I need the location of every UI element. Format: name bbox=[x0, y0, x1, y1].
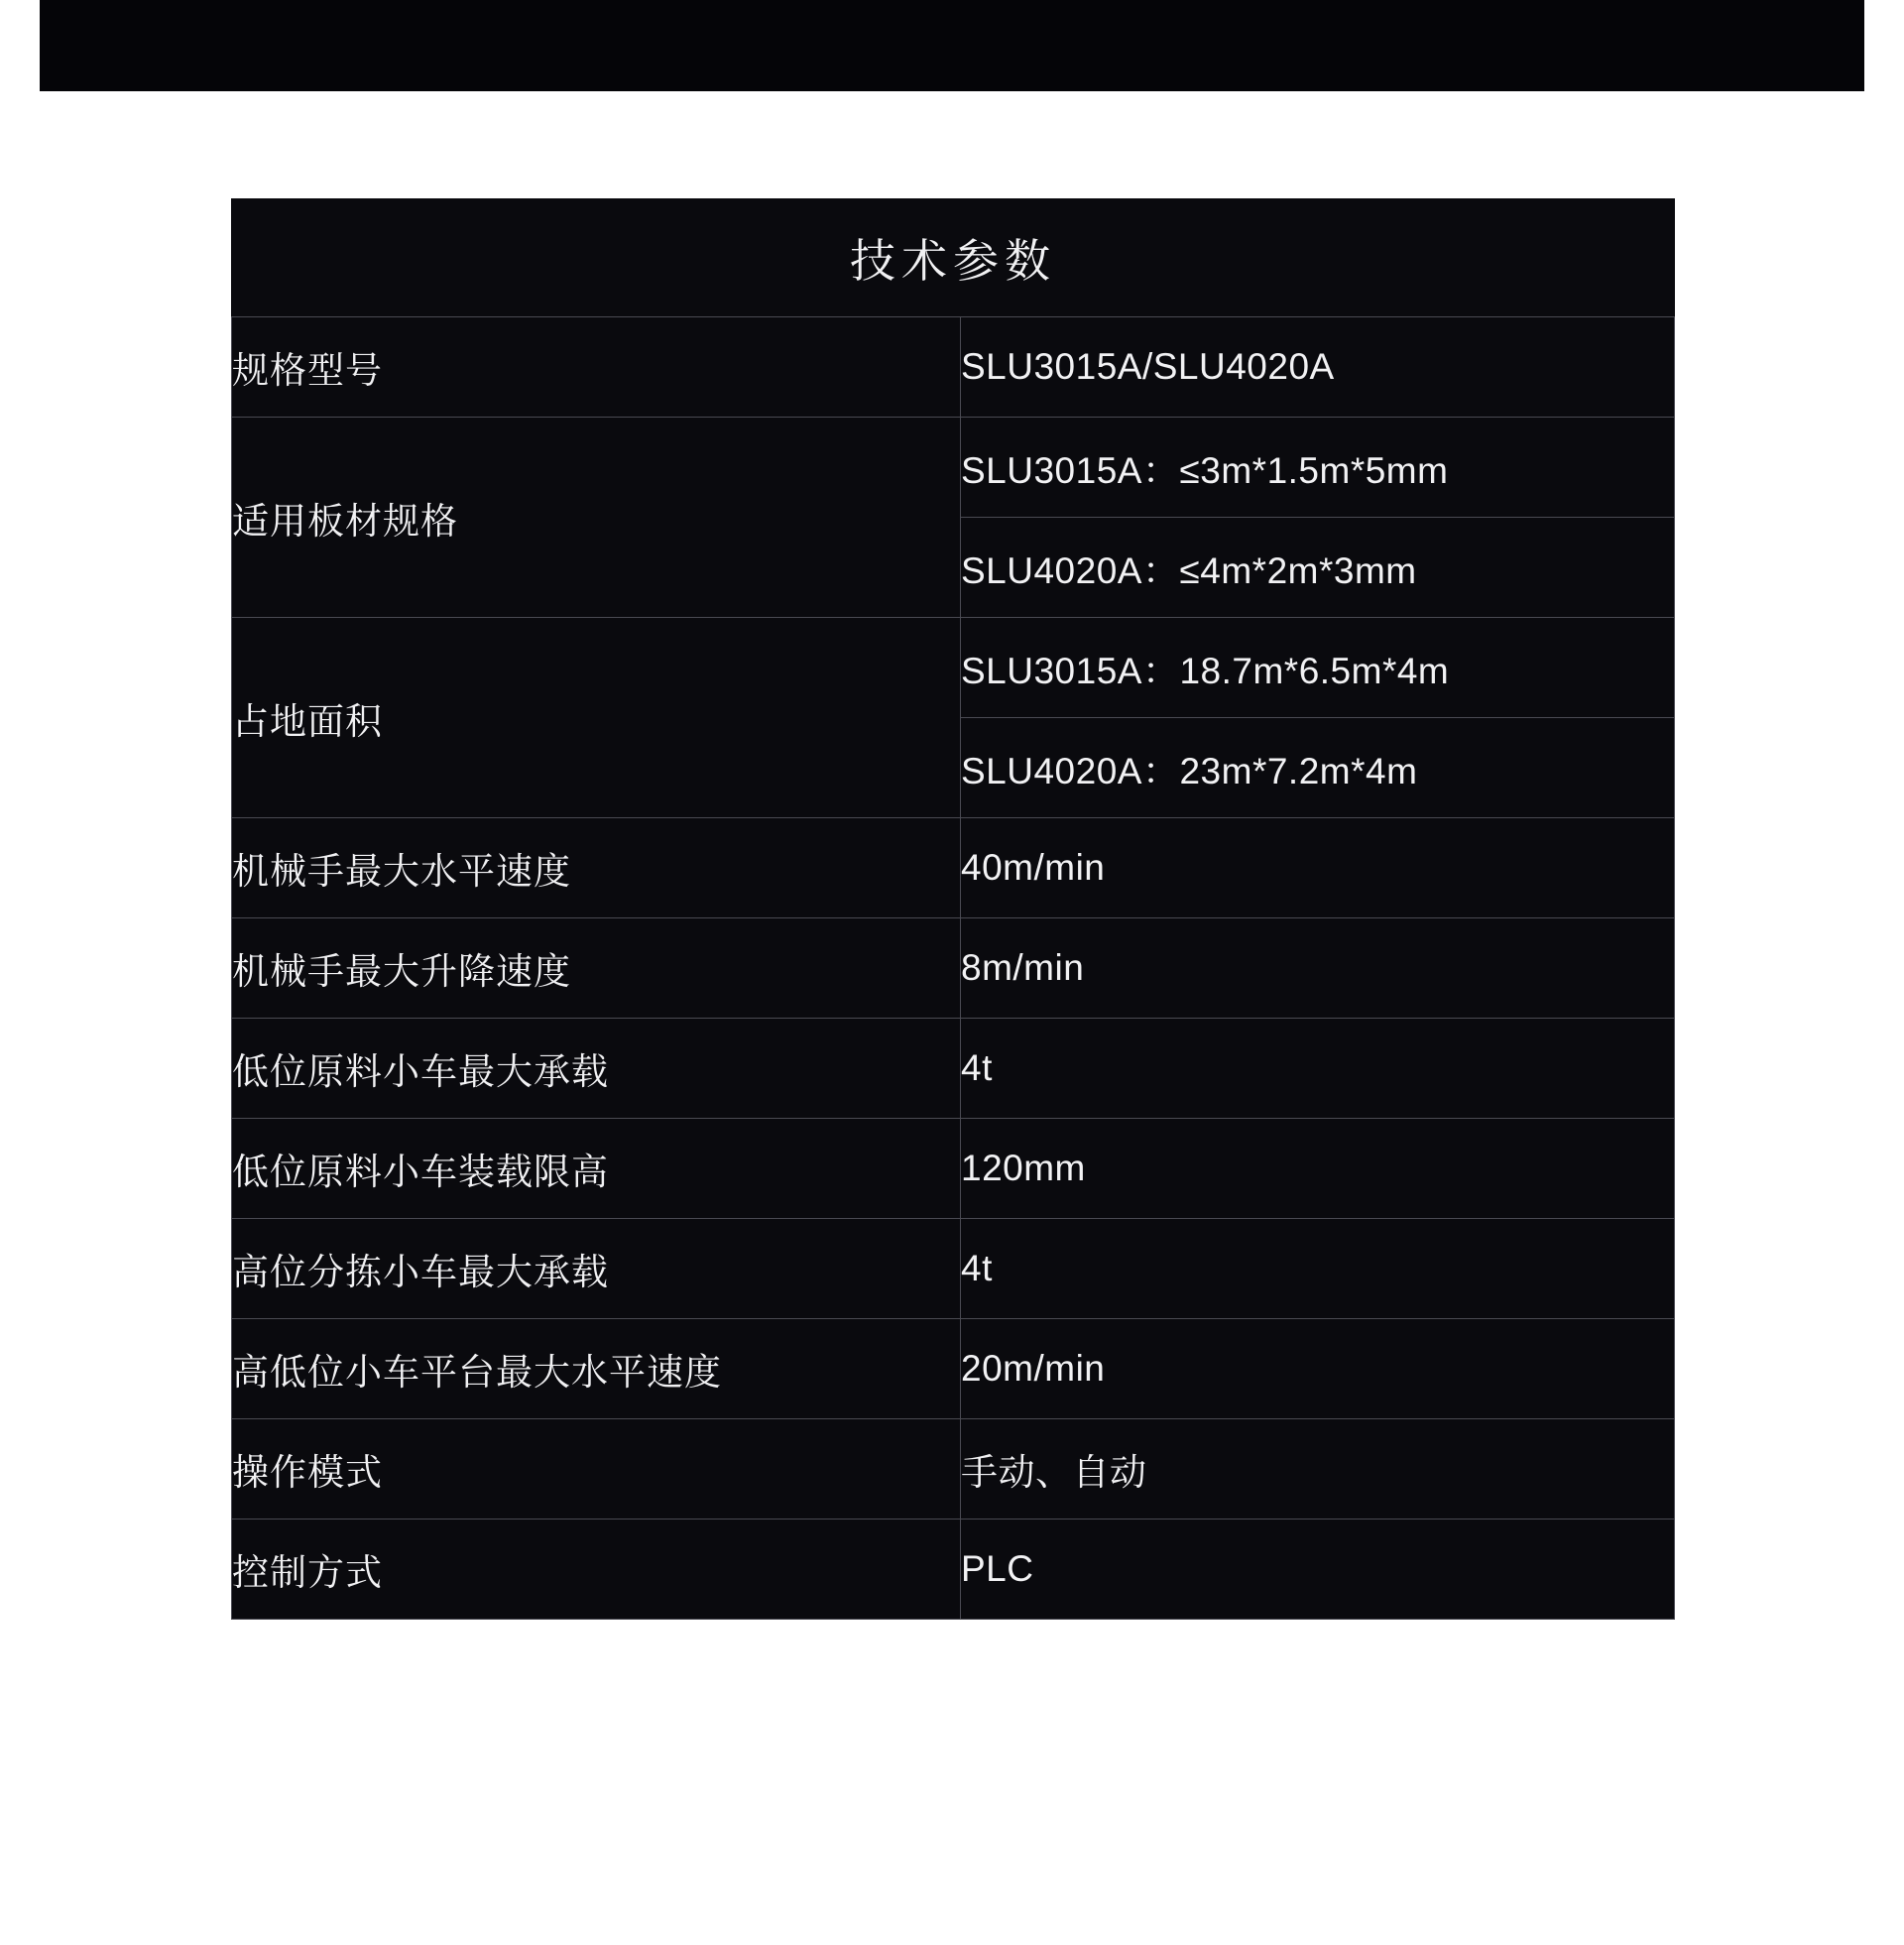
table-row bbox=[232, 1520, 1675, 1620]
page-title: 技术参数 bbox=[232, 199, 1675, 317]
row-value-footprint-2: SLU4020A：23m*7.2m*4m bbox=[961, 718, 1675, 818]
top-black-band bbox=[40, 0, 1864, 91]
row-label-manipulator-horizontal-speed: 机械手最大水平速度 bbox=[232, 818, 961, 918]
table-row bbox=[232, 618, 1675, 718]
row-value-manipulator-horizontal-speed: 40m/min bbox=[961, 818, 1675, 918]
row-label-cart-platform-speed: 高低位小车平台最大水平速度 bbox=[232, 1319, 961, 1419]
row-label-high-cart-load: 高位分拣小车最大承载 bbox=[232, 1219, 961, 1319]
table-row bbox=[232, 818, 1675, 918]
row-label-low-cart-height-limit: 低位原料小车装载限高 bbox=[232, 1119, 961, 1219]
table-row bbox=[232, 1419, 1675, 1520]
table-title-row bbox=[232, 199, 1675, 317]
row-value-high-cart-load: 4t bbox=[961, 1219, 1675, 1319]
table-row bbox=[232, 1219, 1675, 1319]
row-value-operation-mode: 手动、自动 bbox=[961, 1419, 1675, 1520]
row-label-control-method: 控制方式 bbox=[232, 1520, 961, 1620]
table-row bbox=[232, 418, 1675, 518]
table-row bbox=[232, 1019, 1675, 1119]
table-row bbox=[232, 1119, 1675, 1219]
row-value-cart-platform-speed: 20m/min bbox=[961, 1319, 1675, 1419]
row-value-control-method: PLC bbox=[961, 1520, 1675, 1620]
row-value-low-cart-height-limit: 120mm bbox=[961, 1119, 1675, 1219]
table-row bbox=[232, 1319, 1675, 1419]
technical-parameters-table bbox=[231, 198, 1675, 1620]
row-label-operation-mode: 操作模式 bbox=[232, 1419, 961, 1520]
row-label-model: 规格型号 bbox=[232, 317, 961, 418]
row-value-sheet-spec-1: SLU3015A：≤3m*1.5m*5mm bbox=[961, 418, 1675, 518]
row-label-low-cart-load: 低位原料小车最大承载 bbox=[232, 1019, 961, 1119]
row-label-manipulator-lift-speed: 机械手最大升降速度 bbox=[232, 918, 961, 1019]
row-value-footprint-1: SLU3015A：18.7m*6.5m*4m bbox=[961, 618, 1675, 718]
row-value-sheet-spec-2: SLU4020A：≤4m*2m*3mm bbox=[961, 518, 1675, 618]
row-label-footprint: 占地面积 bbox=[232, 618, 961, 818]
row-value-manipulator-lift-speed: 8m/min bbox=[961, 918, 1675, 1019]
table-row bbox=[232, 918, 1675, 1019]
row-value-low-cart-load: 4t bbox=[961, 1019, 1675, 1119]
row-value-model: SLU3015A/SLU4020A bbox=[961, 317, 1675, 418]
row-label-sheet-spec: 适用板材规格 bbox=[232, 418, 961, 618]
table-row bbox=[232, 317, 1675, 418]
